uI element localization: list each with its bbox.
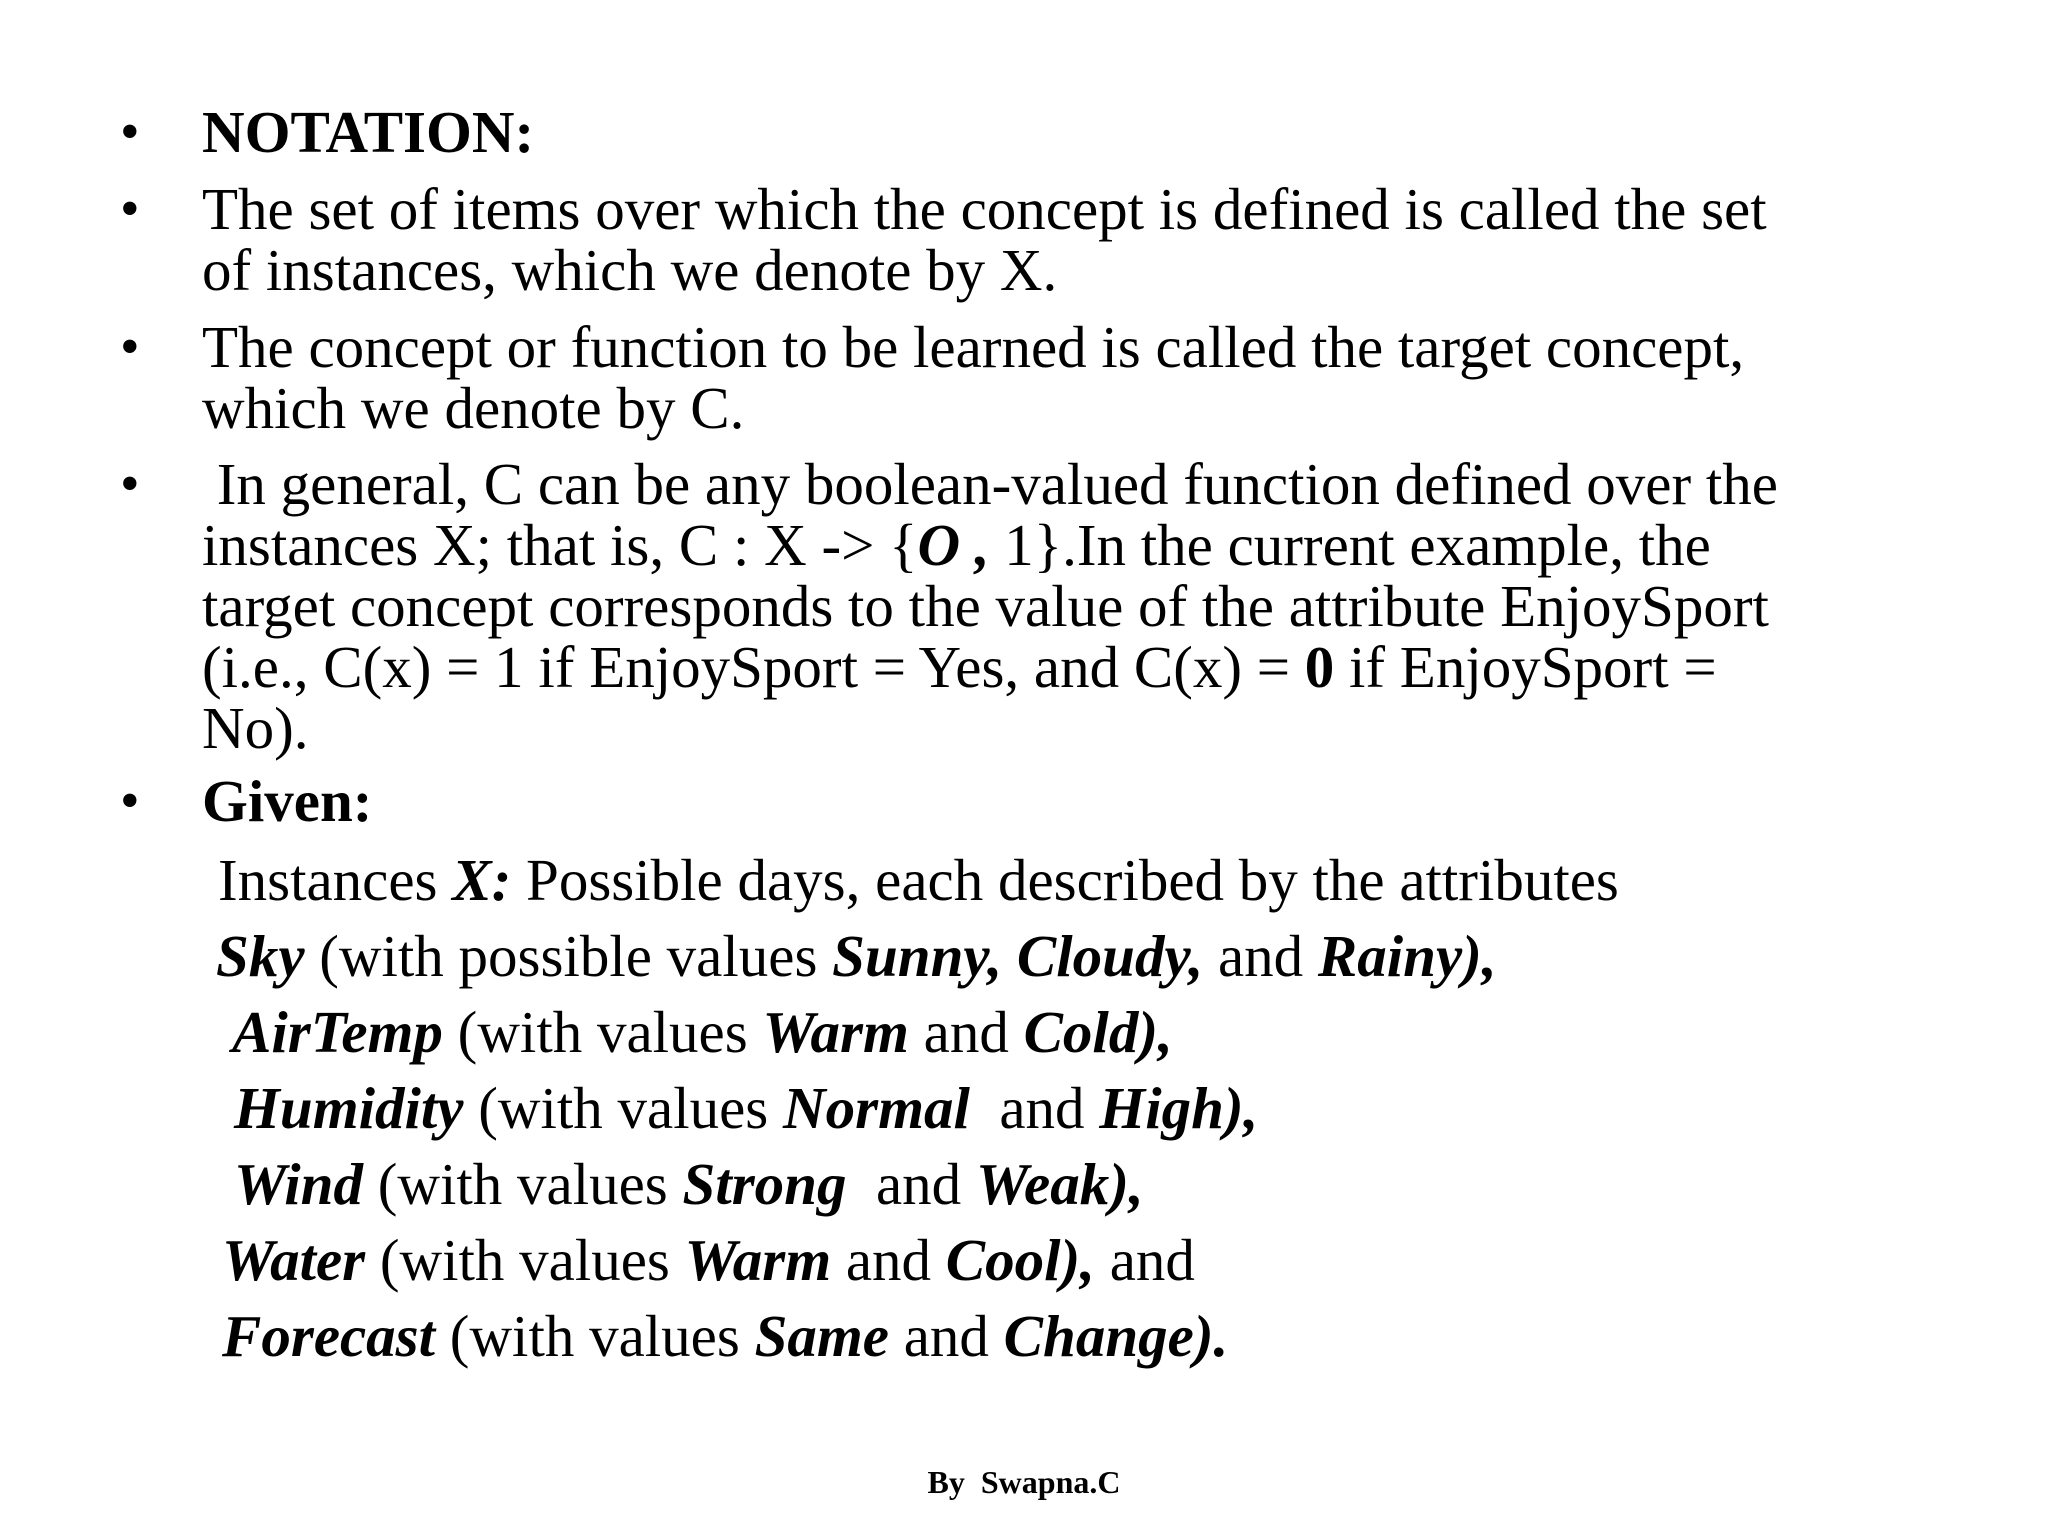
text-line: The set of items over which the concept is defined is called the set xyxy=(202,176,1767,242)
attribute-value: Warm xyxy=(762,999,909,1065)
attribute-value: Change). xyxy=(1003,1303,1229,1369)
attribute-name: Water xyxy=(222,1227,366,1293)
attribute-value: Same xyxy=(754,1303,889,1369)
text-line xyxy=(202,512,1942,578)
attribute-value: Cool), xyxy=(945,1227,1095,1293)
text-fragment: and xyxy=(831,1227,946,1293)
attribute-value: High), xyxy=(1099,1075,1259,1141)
attribute-name: Forecast xyxy=(222,1303,436,1369)
instances-line xyxy=(218,848,1619,912)
instances-definition xyxy=(202,176,1942,303)
forecast-attribute-line xyxy=(222,1304,1228,1368)
text-fragment: (with values xyxy=(362,1151,683,1217)
bold-italic-fragment: O , xyxy=(917,512,990,578)
text-line: No). xyxy=(202,695,309,761)
text-line: target concept corresponds to the value of the attribute EnjoySport xyxy=(202,573,1769,639)
bold-italic-fragment: X: xyxy=(452,847,512,913)
text-fragment: and xyxy=(846,1151,976,1217)
boolean-function-paragraph xyxy=(202,451,1942,761)
text-line: which we denote by C. xyxy=(202,375,745,441)
airtemp-attribute-line xyxy=(232,1000,1173,1064)
attribute-name: Wind xyxy=(234,1151,363,1217)
text-fragment: (i.e., C(x) = 1 if EnjoySport = Yes, and C(x) = xyxy=(202,634,1305,700)
attribute-value: Normal xyxy=(783,1075,970,1141)
text-fragment: 1}.In the current example, the xyxy=(989,512,1711,578)
bullet-dot: • xyxy=(120,770,140,832)
text-fragment: and xyxy=(888,1303,1004,1369)
text-line: In general, C can be any boolean-valued function defined over the xyxy=(202,451,1778,517)
attribute-name: Humidity xyxy=(234,1075,464,1141)
text-line: The concept or function to be learned is called the target concept, xyxy=(202,314,1745,380)
attribute-value: Warm xyxy=(684,1227,832,1293)
text-fragment: Possible days, each described by the attributes xyxy=(511,847,1619,913)
text-fragment: (with values xyxy=(463,1075,783,1141)
text-fragment: and xyxy=(908,999,1024,1065)
text-fragment: (with values xyxy=(435,1303,755,1369)
sky-attribute-line xyxy=(216,924,1497,988)
attribute-name: AirTemp xyxy=(232,999,443,1065)
text-line xyxy=(202,634,1942,700)
text-fragment: and xyxy=(969,1075,1100,1141)
humidity-attribute-line xyxy=(234,1076,1258,1140)
given-heading: Given: xyxy=(202,768,373,834)
bullet-dot: • xyxy=(120,178,140,240)
attribute-name: Sky xyxy=(216,923,305,989)
bullet-dot: • xyxy=(120,101,140,163)
attribute-value: Strong xyxy=(682,1151,847,1217)
text-fragment: and xyxy=(1203,923,1318,989)
bold-fragment: 0 xyxy=(1304,634,1335,700)
text-fragment: (with values xyxy=(365,1227,685,1293)
bullet-dot: • xyxy=(120,316,140,378)
wind-attribute-line xyxy=(234,1152,1144,1216)
attribute-value: Cold), xyxy=(1023,999,1173,1065)
text-line: of instances, which we denote by X. xyxy=(202,237,1058,303)
bullet-dot: • xyxy=(120,453,140,515)
text-fragment: (with values xyxy=(442,999,763,1065)
water-attribute-line xyxy=(222,1228,1195,1292)
attribute-value: Sunny, Cloudy, xyxy=(832,923,1204,989)
target-concept-definition xyxy=(202,314,1942,441)
notation-heading: NOTATION: xyxy=(202,99,535,165)
text-fragment: (with possible values xyxy=(304,923,833,989)
text-fragment: and xyxy=(1094,1227,1195,1293)
attribute-value: Rainy), xyxy=(1317,923,1497,989)
text-fragment: if EnjoySport = xyxy=(1334,634,1717,700)
attribute-value: Weak), xyxy=(975,1151,1144,1217)
text-fragment: Instances xyxy=(218,847,453,913)
text-fragment: instances X; that is, C : X -> { xyxy=(202,512,918,578)
author-footer: By Swapna.C xyxy=(927,1464,1121,1500)
